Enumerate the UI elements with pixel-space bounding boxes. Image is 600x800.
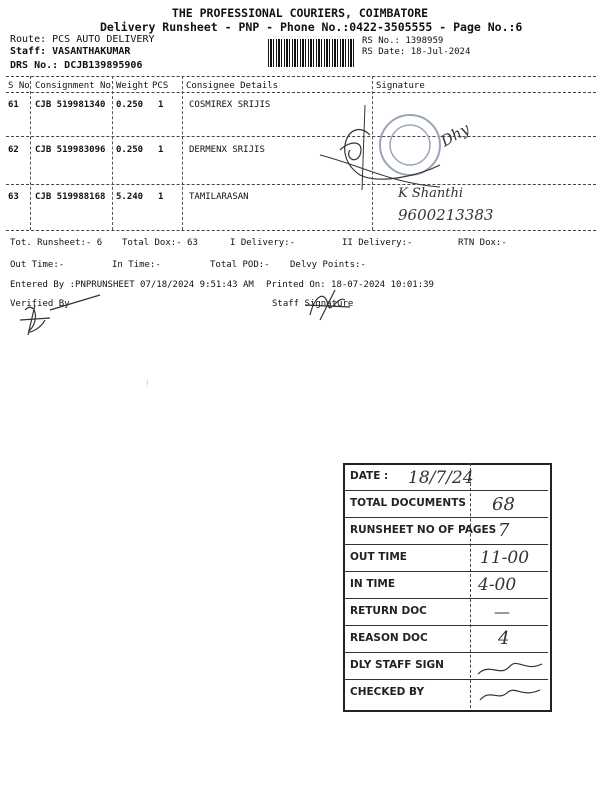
runsheet-subtitle: Delivery Runsheet - PNP - Phone No.:0422-3505555 - Page No.:6 <box>100 20 523 34</box>
col-header-sno: S No <box>8 81 30 91</box>
col-divider <box>182 76 183 230</box>
col-divider <box>30 76 31 230</box>
stamp-label-total-documents: TOTAL DOCUMENTS <box>350 497 466 509</box>
stamp-label-runsheet-pages: RUNSHEET NO OF PAGES <box>350 524 497 536</box>
row-consignment: CJB 519988168 <box>35 192 106 202</box>
stamp-label-dly-staff-sign: DLY STAFF SIGN <box>350 659 444 671</box>
entered-by: Entered By :PNPRUNSHEET 07/18/2024 9:51:43 AM <box>10 280 254 290</box>
col-divider <box>112 76 113 230</box>
signature-scribble <box>340 143 361 160</box>
verified-by-label: Verified By <box>10 299 70 309</box>
staff-signature-label: Staff Signature <box>272 299 354 309</box>
stamp-label-reason-doc: REASON DOC <box>350 632 428 644</box>
row-consignee: COSMIREX SRIJIS <box>189 100 271 110</box>
in-time: In Time:- <box>112 260 161 270</box>
row-weight: 5.240 <box>116 192 144 202</box>
stamp-row-rule <box>343 598 548 599</box>
col-header-signature: Signature <box>376 81 425 91</box>
route-label: Route: PCS AUTO DELIVERY <box>10 34 155 45</box>
signature-scribble <box>320 155 440 187</box>
row-consignee: DERMENX SRIJIS <box>189 145 265 155</box>
row-sno: 62 <box>8 145 19 155</box>
company-seal-inner <box>390 125 430 165</box>
staff-signature-mark <box>300 285 360 325</box>
row-sno: 63 <box>8 192 19 202</box>
handwritten-phone: 9600213383 <box>398 206 494 224</box>
handwritten-mark: Dhy <box>437 119 473 151</box>
stamp-row-rule <box>343 571 548 572</box>
row-weight: 0.250 <box>116 100 144 110</box>
tot-runsheet: Tot. Runsheet:- 6 <box>10 238 103 248</box>
stamp-signatures <box>470 652 550 708</box>
handwritten-name: K Shanthi <box>398 186 463 201</box>
total-dox: Total Dox:- 63 <box>122 238 198 248</box>
stamp-label-out-time: OUT TIME <box>350 551 407 563</box>
printed-on: Printed On: 18-07-2024 10:01:39 <box>266 280 434 290</box>
drs-number: DRS No.: DCJB139895906 <box>10 60 143 71</box>
stamp-value-out-time: 11-00 <box>480 548 530 568</box>
rs-number: RS No.: 1398959 <box>362 36 444 46</box>
staff-label: Staff: VASANTHAKUMAR <box>10 46 131 57</box>
col-header-consignee: Consignee Details <box>186 81 279 91</box>
stamp-label-checked-by: CHECKED BY <box>350 686 425 698</box>
stamp-label-in-time: IN TIME <box>350 578 396 590</box>
col-header-consignment: Consignment No <box>35 81 111 91</box>
rs-date: RS Date: 18-Jul-2024 <box>362 47 471 57</box>
table-top-rule <box>6 76 596 77</box>
verified-by-signature <box>10 290 110 340</box>
stamp-label-return-doc: RETURN DOC <box>350 605 427 617</box>
row-sno: 61 <box>8 100 19 110</box>
row-consignee: TAMILARASAN <box>189 192 249 202</box>
faint-mark: ⁞ <box>146 379 149 389</box>
company-seal-outer <box>380 115 440 175</box>
company-title: THE PROFESSIONAL COURIERS, COIMBATORE <box>171 6 429 20</box>
table-header-rule <box>6 92 596 93</box>
total-pod: Total POD:- <box>210 260 270 270</box>
stamp-row-rule <box>343 625 548 626</box>
i-delivery: I Delivery:- <box>230 238 296 248</box>
stamp-value-reason-doc: 4 <box>498 628 510 649</box>
stamp-label-date: DATE : <box>350 470 389 482</box>
delvy-points: Delvy Points:- <box>290 260 366 270</box>
stamp-value-date: 18/7/24 <box>408 468 474 488</box>
stamp-row-rule <box>343 517 548 518</box>
row-pcs: 1 <box>158 100 164 110</box>
row-weight: 0.250 <box>116 145 144 155</box>
stamp-row-rule <box>343 544 548 545</box>
row-pcs: 1 <box>158 192 164 202</box>
row-pcs: 1 <box>158 145 164 155</box>
col-header-pcs: PCS <box>152 81 169 91</box>
out-time: Out Time:- <box>10 260 65 270</box>
col-header-weight: Weight <box>116 81 149 91</box>
stamp-value-total-documents: 68 <box>492 494 515 515</box>
row-consignment: CJB 519983096 <box>35 145 106 155</box>
stamp-value-in-time: 4-00 <box>478 575 517 595</box>
stamp-row-rule <box>343 490 548 491</box>
stamp-value-runsheet-pages: 7 <box>498 520 510 541</box>
stamp-value-return-doc: — <box>494 602 510 621</box>
ii-delivery: II Delivery:- <box>342 238 413 248</box>
row-consignment: CJB 519981340 <box>35 100 106 110</box>
barcode <box>268 39 356 67</box>
rtn-dox: RTN Dox:- <box>458 238 507 248</box>
